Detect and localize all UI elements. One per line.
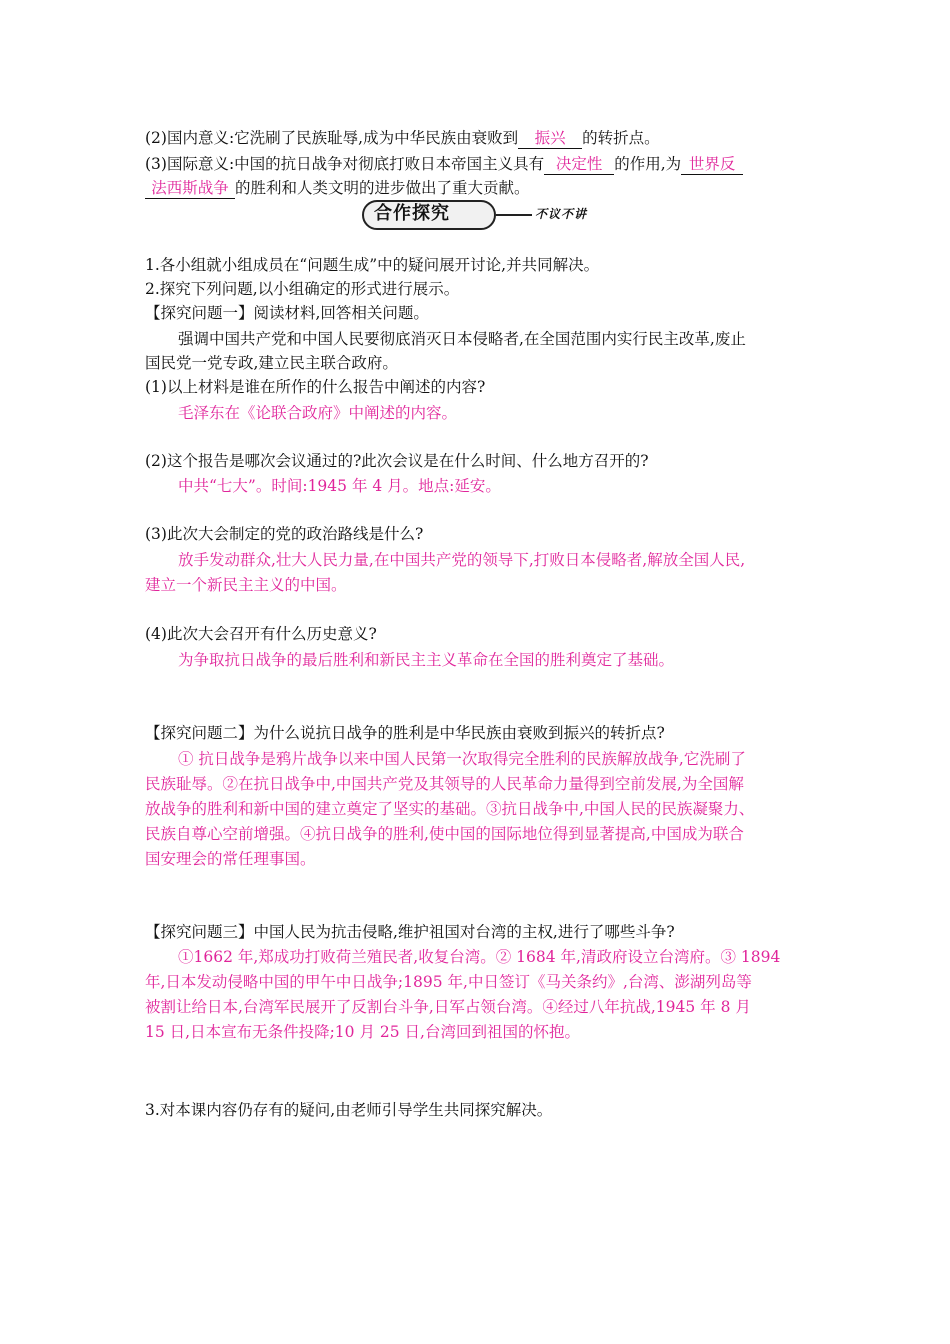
intro-text: (2)国内意义:它洗刷了民族耻辱,成为中华民族由衰败到 — [145, 129, 519, 147]
q1-answer-2: 中共“七大”。时间:1945 年 4 月。地点:延安。 — [178, 477, 501, 495]
q1-sub-question-1: (1)以上材料是谁在所作的什么报告中阐述的内容? — [145, 378, 486, 396]
intro-line-continued — [145, 178, 530, 199]
q1-sub-question-4: (4)此次大会召开有什么历史意义? — [145, 625, 377, 643]
q3-answer-line: ①1662 年,郑成功打败荷兰殖民者,收复台湾。② 1684 年,清政府设立台湾府。③ 1894 — [178, 948, 781, 966]
q1-answer-1: 毛泽东在《论联合政府》中阐述的内容。 — [178, 404, 458, 422]
banner-tag: 不议不讲 — [535, 207, 588, 221]
q2-answer-line: 国安理会的常任理事国。 — [145, 850, 316, 868]
q3-answer-line: 被割让给日本,台湾军民展开了反割台斗争,日军占领台湾。④经过八年抗战,1945 年 8 月 — [145, 998, 751, 1016]
intro-line-domestic — [145, 128, 660, 149]
q2-answer-line: ① 抗日战争是鸦片战争以来中国人民第一次取得完全胜利的民族解放战争,它洗刷了 — [178, 750, 746, 768]
fill-blank-answer: 法西斯战争 — [145, 178, 235, 199]
section-banner — [362, 200, 587, 230]
banner-dash — [496, 214, 532, 216]
q2-answer-line: 民族耻辱。②在抗日战争中,中国共产党及其领导的人民革命力量得到空前发展,为全国解 — [145, 775, 744, 793]
instruction-1: 1.各小组就小组成员在“问题生成”中的疑问展开讨论,并共同解决。 — [145, 256, 600, 274]
q2-heading: 【探究问题二】为什么说抗日战争的胜利是中华民族由衰败到振兴的转折点? — [145, 724, 665, 742]
q1-answer-3: 放手发动群众,壮大人民力量,在中国共产党的领导下,打败日本侵略者,解放全国人民, — [178, 551, 746, 569]
q2-answer-line: 放战争的胜利和新中国的建立奠定了坚实的基础。③抗日战争中,中国人民的民族凝聚力、 — [145, 800, 755, 818]
q1-material-line: 国民党一党专政,建立民主联合政府。 — [145, 354, 398, 372]
banner-title: 合作探究 — [374, 203, 450, 224]
q1-material-line: 强调中国共产党和中国人民要彻底消灭日本侵略者,在全国范围内实行民主改革,废止 — [178, 330, 746, 348]
intro-line-international — [145, 154, 743, 175]
intro-text: 的作用,为 — [614, 155, 682, 173]
q1-sub-question-3: (3)此次大会制定的党的政治路线是什么? — [145, 525, 424, 543]
intro-text: 的转折点。 — [582, 129, 660, 147]
q1-answer-3: 建立一个新民主主义的中国。 — [145, 576, 347, 594]
intro-text: 的胜利和人类文明的进步做出了重大贡献。 — [235, 179, 530, 197]
fill-blank-answer: 世界反 — [681, 154, 743, 175]
q2-answer-line: 民族自尊心空前增强。④抗日战争的胜利,使中国的国际地位得到显著提高,中国成为联合 — [145, 825, 744, 843]
q1-heading: 【探究问题一】阅读材料,回答相关问题。 — [145, 304, 429, 322]
instruction-2: 2.探究下列问题,以小组确定的形式进行展示。 — [145, 280, 460, 298]
q1-answer-4: 为争取抗日战争的最后胜利和新民主主义革命在全国的胜利奠定了基础。 — [178, 651, 675, 669]
q3-answer-line: 年,日本发动侵略中国的甲午中日战争;1895 年,中日签订《马关条约》,台湾、澎湖列岛等 — [145, 973, 752, 991]
closing-instruction: 3.对本课内容仍存有的疑问,由老师引导学生共同探究解决。 — [145, 1101, 553, 1119]
q3-answer-line: 15 日,日本宣布无条件投降;10 月 25 日,台湾回到祖国的怀抱。 — [145, 1023, 580, 1041]
q3-heading: 【探究问题三】中国人民为抗击侵略,维护祖国对台湾的主权,进行了哪些斗争? — [145, 923, 675, 941]
fill-blank-answer: 振兴 — [518, 128, 582, 149]
q1-sub-question-2: (2)这个报告是哪次会议通过的?此次会议是在什么时间、什么地方召开的? — [145, 452, 649, 470]
intro-text: (3)国际意义:中国的抗日战争对彻底打败日本帝国主义具有 — [145, 155, 545, 173]
fill-blank-answer: 决定性 — [544, 154, 614, 175]
